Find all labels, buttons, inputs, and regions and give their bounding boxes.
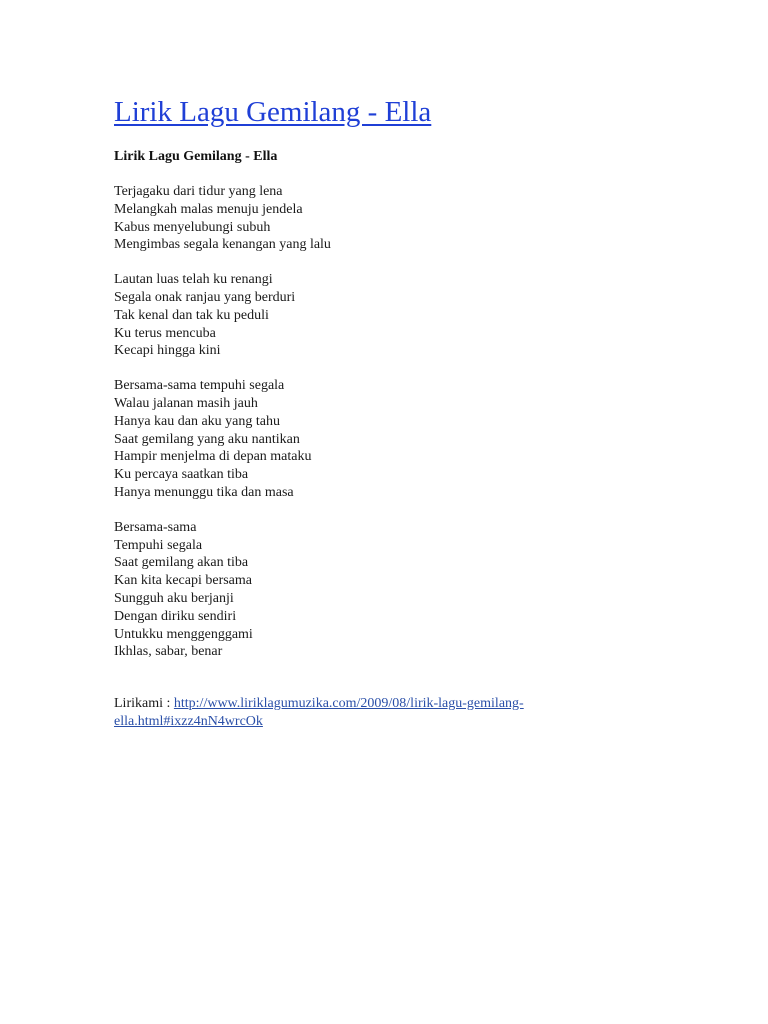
lyric-line: Kan kita kecapi bersama — [114, 573, 252, 589]
lyric-line: Walau jalanan masih jauh — [114, 395, 258, 411]
lyric-line: Kabus menyelubungi subuh — [114, 219, 271, 235]
lyric-line: Ku percaya saatkan tiba — [114, 467, 249, 483]
lyric-line: Untukku menggenggami — [114, 626, 253, 642]
source-url-link[interactable]: http://www.liriklagumuzika.com/2009/08/lirik-lagu-gemilang-ella.html#ixzz4nN4wrcOk — [114, 696, 524, 730]
page-title-link[interactable]: Lirik Lagu Gemilang - Ella — [114, 96, 432, 128]
lyric-line: Sungguh aku berjanji — [114, 590, 234, 606]
lyric-stanza — [114, 183, 714, 254]
lyric-line: Saat gemilang yang aku nantikan — [114, 431, 300, 447]
lyric-line: Bersama-sama tempuhi segala — [114, 378, 285, 394]
document-page — [114, 92, 714, 731]
lyric-stanza — [114, 519, 714, 661]
lyric-line: Terjagaku dari tidur yang lena — [114, 184, 283, 199]
lyric-line: Saat gemilang akan tiba — [114, 555, 249, 571]
lyric-line: Hanya menunggu tika dan masa — [114, 484, 294, 500]
lyric-line: Segala onak ranjau yang berduri — [114, 289, 296, 305]
lyric-line: Bersama-sama — [114, 519, 197, 535]
source-attribution — [114, 695, 564, 731]
lyrics-body — [114, 183, 714, 661]
lyric-line: Hampir menjelma di depan mataku — [114, 449, 312, 465]
lyric-line: Hanya kau dan aku yang tahu — [114, 413, 280, 429]
lyric-line: Kecapi hingga kini — [114, 343, 221, 359]
lyric-stanza — [114, 377, 714, 502]
lyric-line: Melangkah malas menuju jendela — [114, 201, 303, 217]
lyric-stanza — [114, 271, 714, 360]
lyric-line: Ikhlas, sabar, benar — [114, 644, 223, 660]
lyric-line: Lautan luas telah ku renangi — [114, 272, 273, 288]
lyric-line: Tak kenal dan tak ku peduli — [114, 307, 269, 323]
lyric-line: Dengan diriku sendiri — [114, 608, 237, 624]
lyric-line: Mengimbas segala kenangan yang lalu — [114, 237, 331, 253]
song-heading: Lirik Lagu Gemilang - Ella — [114, 149, 278, 164]
lyric-line: Ku terus mencuba — [114, 325, 216, 341]
lyric-line: Tempuhi segala — [114, 537, 203, 553]
source-label: Lirikami : — [114, 696, 174, 712]
